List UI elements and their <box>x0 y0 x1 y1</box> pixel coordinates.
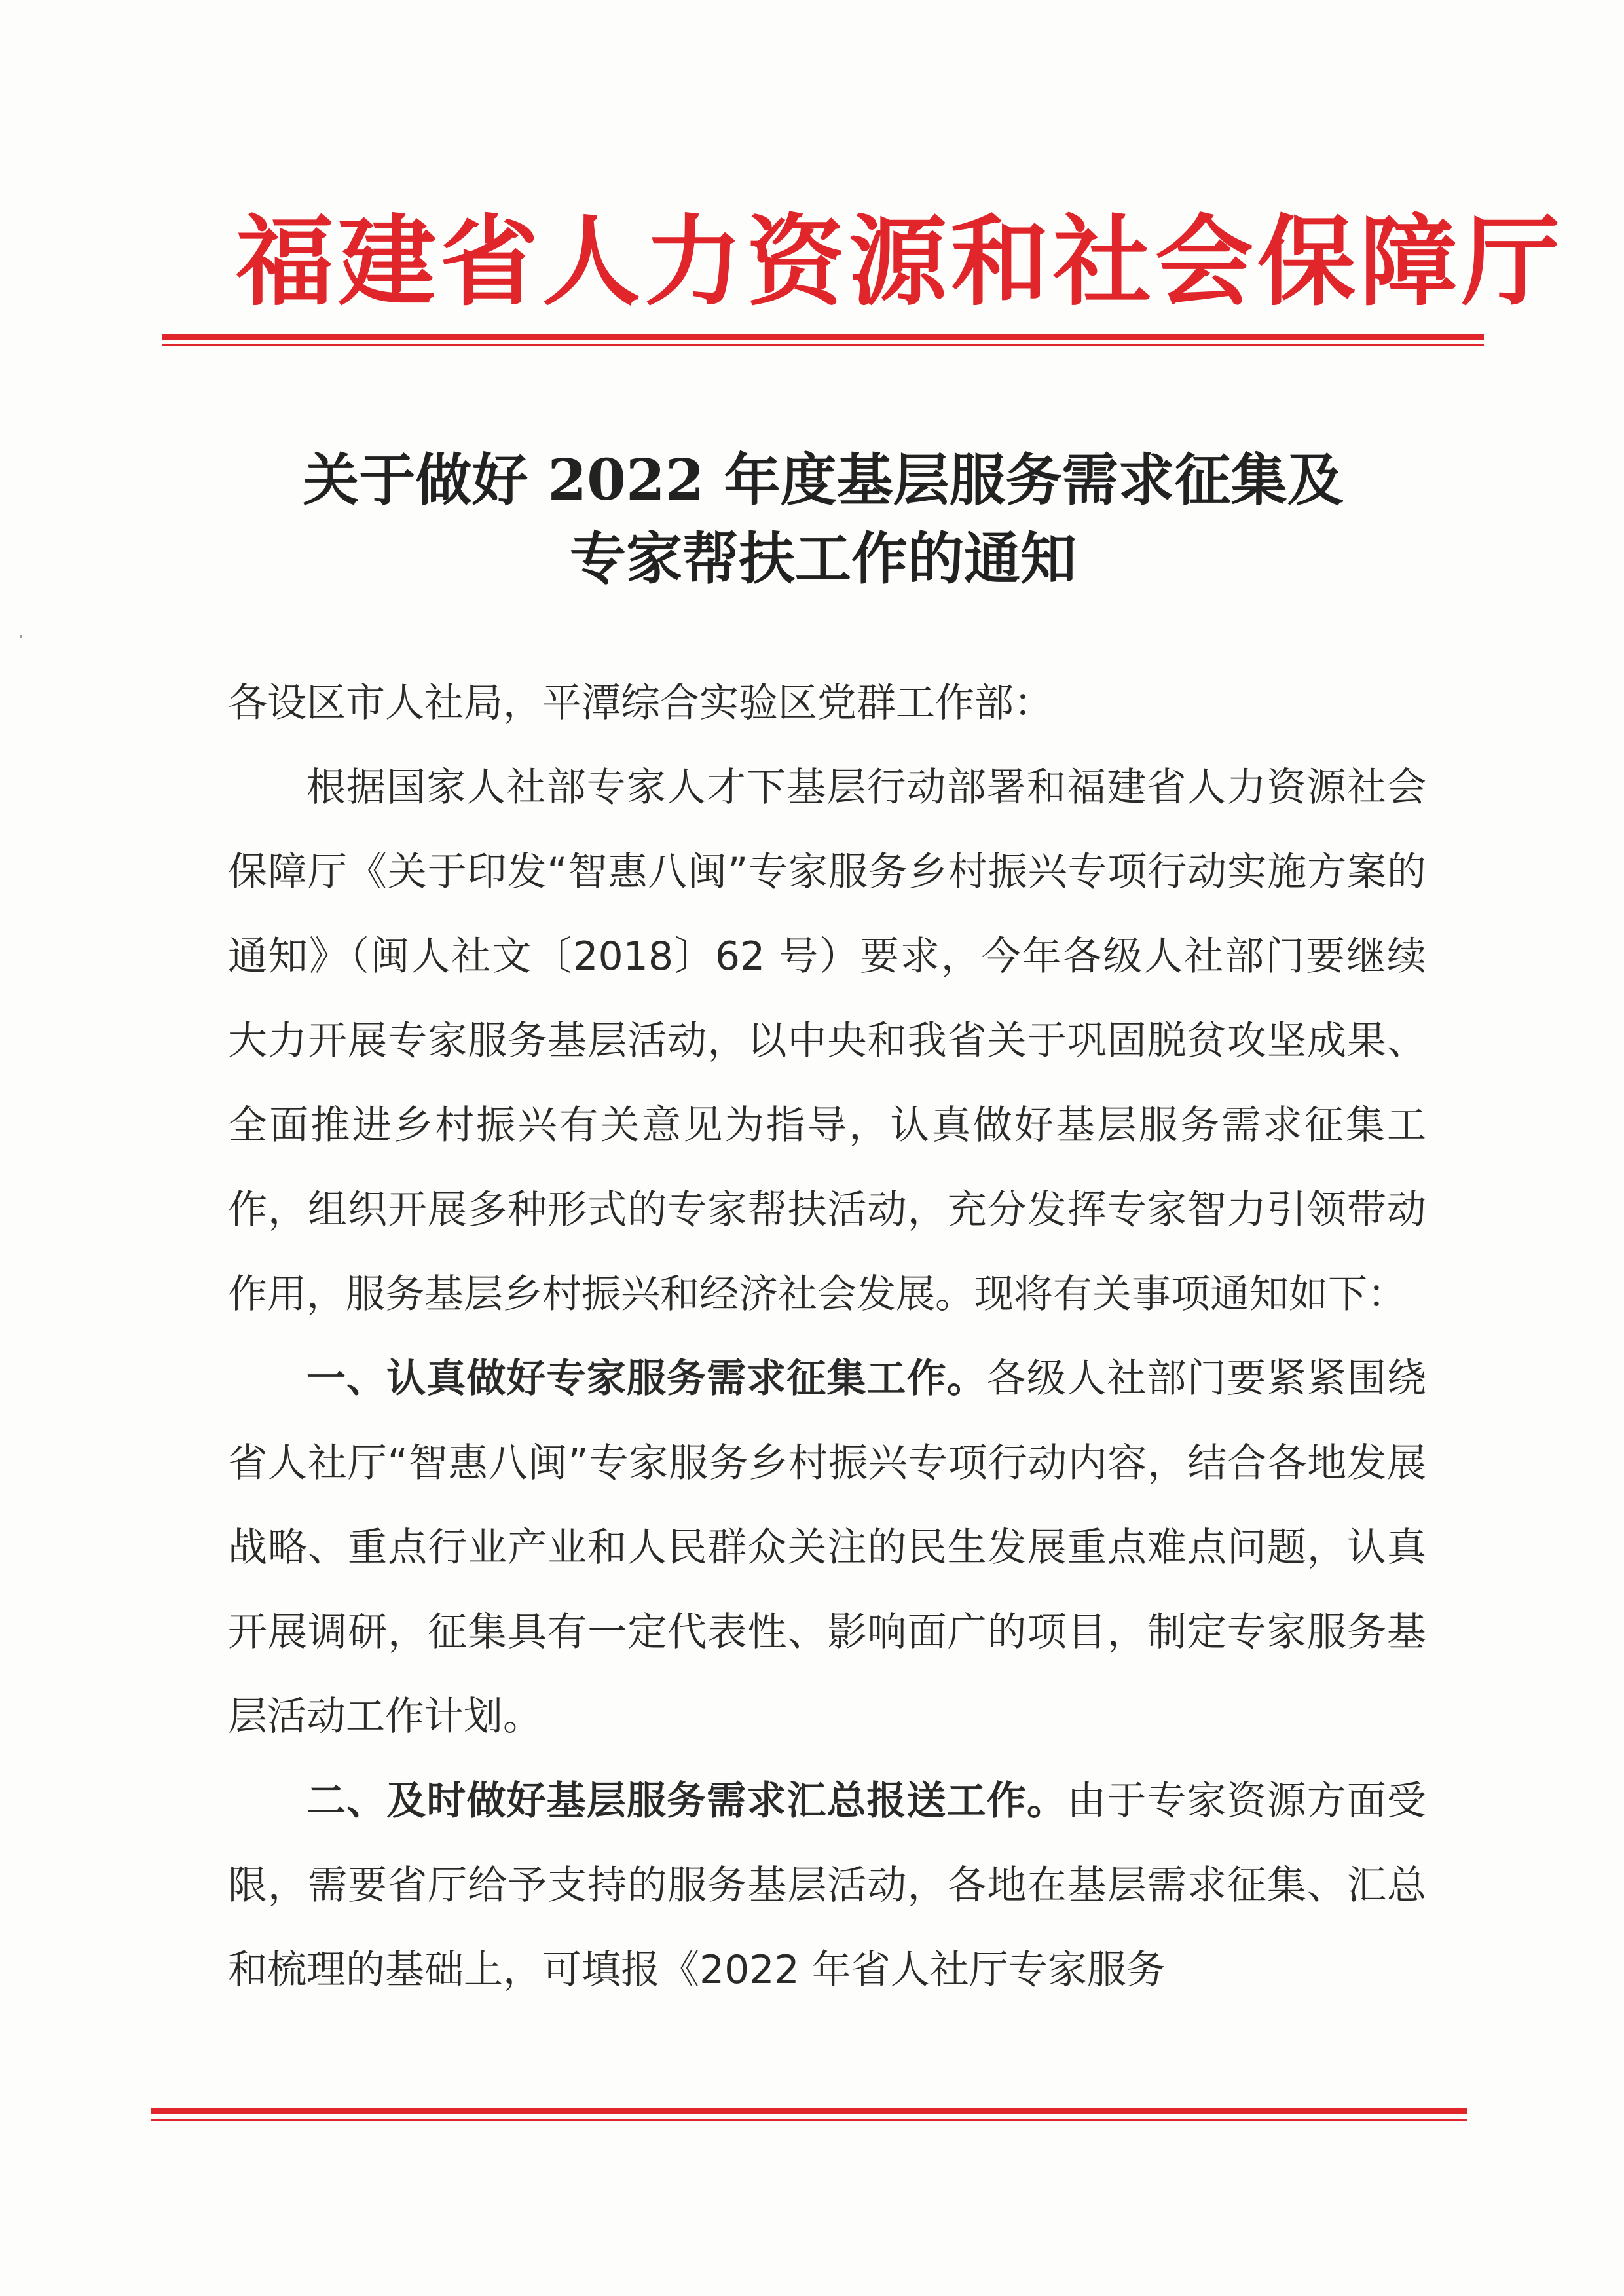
document-body <box>228 661 1426 2013</box>
scan-speck <box>20 635 22 638</box>
header-rule-thin-line <box>162 344 1484 346</box>
section-2-text: 由于专家资源方面受限，需要省厅给予支持的服务基层活动，各地在基层需求征集、汇总和梳理的基础上，可填报《2022 年省人社厅专家服务 <box>228 1778 1427 1993</box>
footer-rule-thin-line <box>151 2119 1467 2121</box>
document-title-line-1: 关于做好 2022 年度基层服务需求征集及 <box>303 447 1344 513</box>
issuing-organization-header: 福建省人力资源和社会保障厅 <box>236 204 1564 319</box>
header-rule-thick-line <box>162 334 1484 340</box>
paragraph-section-1 <box>228 1337 1426 1759</box>
section-1-heading: 一、认真做好专家服务需求征集工作。 <box>306 1356 987 1402</box>
salutation: 各设区市人社局，平潭综合实验区党群工作部： <box>228 680 1053 726</box>
paragraph-section-2 <box>228 1759 1426 2013</box>
header-red-rule <box>162 334 1484 346</box>
section-2-heading: 二、及时做好基层服务需求汇总报送工作。 <box>306 1778 1067 1824</box>
document-title-line-2: 专家帮扶工作的通知 <box>570 526 1077 592</box>
section-1-text: 各级人社部门要紧紧围绕省人社厅“智惠八闽”专家服务乡村振兴专项行动内容，结合各地发展战略、重点行业产业和人民群众关注的民生发展重点难点问题，认真开展调研，征集具有一定代表性、影响面广的项目，制定专家服务基层活动工作计划。 <box>228 1356 1427 1740</box>
footer-red-rule <box>151 2108 1467 2121</box>
footer-rule-thick-line <box>151 2108 1467 2114</box>
paragraph-intro: 根据国家人社部专家人才下基层行动部署和福建省人力资源社会保障厅《关于印发“智惠八闽”专家服务乡村振兴专项行动实施方案的通知》（闽人社文〔2018〕62 号）要求，今年各级人社部门要继续大力开展专家服务基层活动，以中央和我省关于巩固脱贫攻坚成果、全面推进乡村振兴有关意见为指导，认真做好基层服务需求征集工作，组织开展多种形式的专家帮扶活动，充分发挥专家智力引领带动作用，服务基层乡村振兴和经济社会发展。现将有关事项通知如下： <box>228 765 1426 1317</box>
